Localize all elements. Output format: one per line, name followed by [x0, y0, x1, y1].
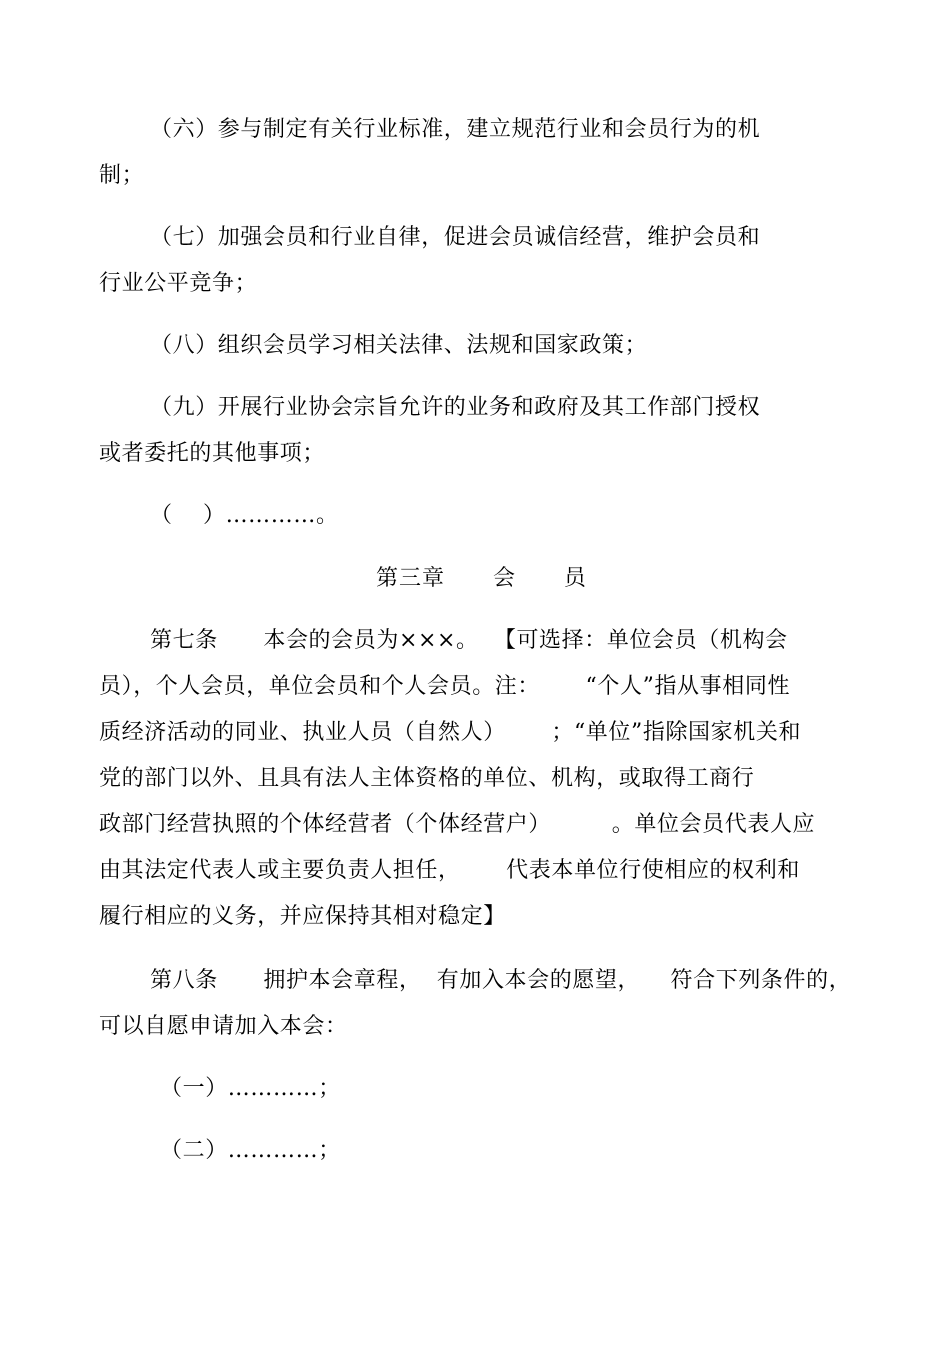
item-blank: （ ）…………。 [150, 503, 339, 528]
article7-line4: 党的部门以外、且具有法人主体资格的单位、机构，或取得工商行 [99, 766, 755, 791]
article8-line2: 可以自愿申请加入本会： [99, 1014, 348, 1039]
article8-line1: 第八条 拥护本会章程， 有加入本会的愿望， 符合下列条件的， [150, 968, 852, 993]
condition-one: （一）…………； [160, 1076, 341, 1101]
item-eight: （八）组织会员学习相关法律、法规和国家政策； [150, 333, 648, 358]
item-nine-line1: （九）开展行业协会宗旨允许的业务和政府及其工作部门授权 [150, 395, 761, 420]
item-seven-line1: （七）加强会员和行业自律，促进会员诚信经营，维护会员和 [150, 225, 761, 250]
article7-line3: 质经济活动的同业、执业人员（自然人） ；“单位”指除国家机关和 [99, 720, 802, 745]
article7-line5: 政部门经营执照的个体经营者（个体经营户） 。单位会员代表人应 [99, 812, 816, 837]
item-six-line1: （六）参与制定有关行业标准，建立规范行业和会员行为的机 [150, 117, 761, 142]
article7-line6: 由其法定代表人或主要负责人担任， 代表本单位行使相应的权利和 [99, 858, 800, 883]
item-six-line2: 制； [99, 163, 145, 188]
chapter-title: 第三章 会 员 [376, 566, 587, 591]
article7-line1: 第七条 本会的会员为×××。 【可选择：单位会员（机构会 [150, 628, 788, 653]
item-seven-line2: 行业公平竞争； [99, 271, 258, 296]
article7-line7: 履行相应的义务，并应保持其相对稳定】 [99, 904, 506, 929]
condition-two: （二）…………； [160, 1138, 341, 1163]
article7-line2: 员），个人会员，单位会员和个人会员。注： “个人”指从事相同性 [99, 674, 791, 699]
item-nine-line2: 或者委托的其他事项； [99, 441, 326, 466]
